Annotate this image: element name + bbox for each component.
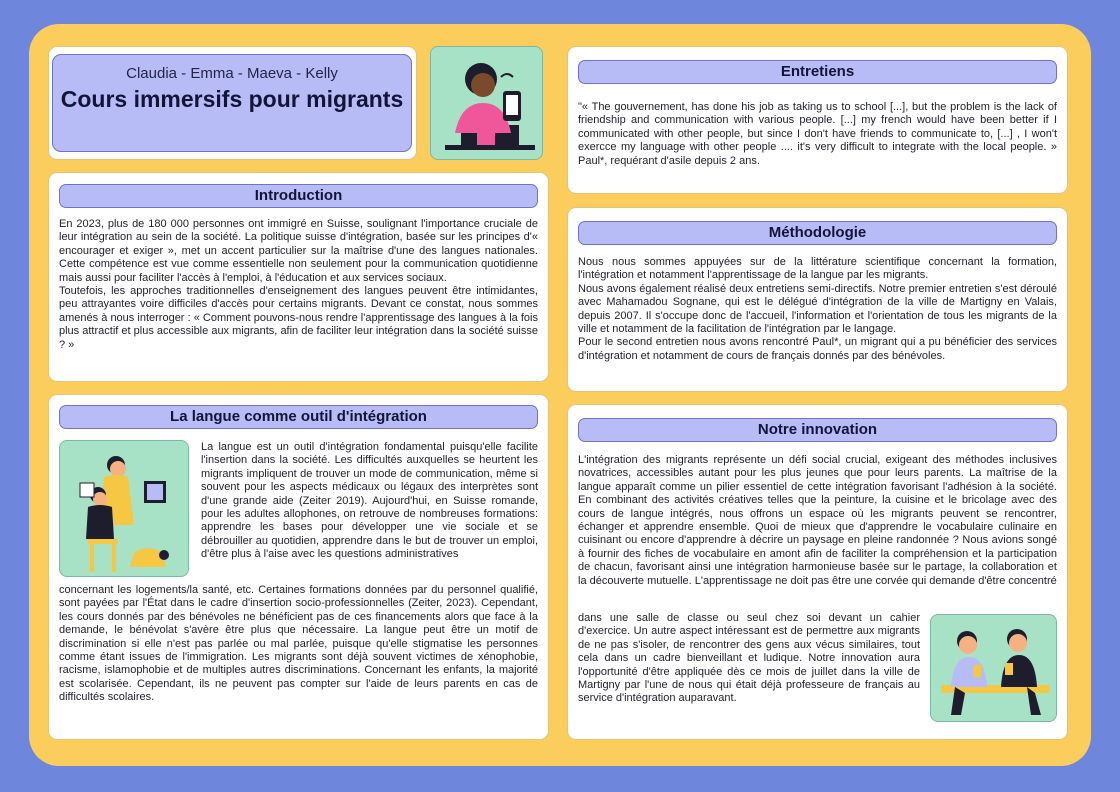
introduction-paragraph: En 2023, plus de 180 000 personnes ont immigré en Suisse, soulignant l'importance cruciale de leur intégration au sein de la société. La politique suisse d'intégration, basée sur les principes d'« encourager et exiger », met un accent particulier sur la maîtrise d'une des langues nationales. Cette compétence est vue comme essentielle non seulement pour la communication quotidienne mais aussi pour faciliter l'accès à l'emploi, à l'éducation et aux services sociaux.: [59, 218, 538, 284]
methodologie-text: [578, 256, 1057, 363]
introduction-paragraph: Toutefois, les approches traditionnelles d'enseignement des langues peuvent être intimidantes, peu attrayantes voire difficiles d'accès pour certains migrants. Devant ce constat, nous sommes amenés à nous interroger : « Comment pouvons-nous rendre l'apprentissage des langues à la fois plus attractif et plus accessible aux migrants, afin de faciliter leur intégration dans la société suisse ? »: [59, 285, 538, 351]
methodologie-paragraph: Nous nous sommes appuyées sur de la littérature scientifique concernant la formation, l'intégration et notamment l'apprentissage de la langue par les migrants.: [578, 256, 1057, 282]
methodologie-heading: Méthodologie: [578, 221, 1057, 245]
innovation-heading: Notre innovation: [578, 418, 1057, 442]
innovation-text-wrap: dans une salle de classe ou seul chez soi devant un cahier d'exercice. Un autre aspect intéressant est de permettre aux migrants de ne pas s'isoler, de rencontrer des gens aux vécus similaires, tout cela dans un cadre bienveillant et ludique. Notre innovation aura l'opportunité d'être appliquée dès ce mois de juillet dans la ville de Martigny par l'une de nous qui était déjà professeure de français au service d'intégration auparavant.: [578, 612, 920, 705]
title-box: [52, 54, 412, 152]
page-title: Cours immersifs pour migrants: [60, 86, 404, 112]
langue-text: concernant les logements/la santé, etc. Certaines formations données par du personnel qualifié, sont payées par l'État dans le cadre d'insertion socio-professionnelles (Zeiter, 2023). Cependant, les cours donnés par des bénévoles ne bénéficient pas de ces financements alors que face à la demande, le bénévolat s'avère être plus que nécessaire. La langue peut être un motif de discrimination si elle n'est pas parlée ou mal parlée, puisque qu'elle stigmatise les personnes comme étant issues de l'immigration. Les migrants sont déjà souvent victimes de xénophobie, racisme, islamophobie et de multiples autres discriminations. Concernant les enfants, la majorité est scolarisée. Cependant, ils ne peuvent pas compter sur l'aide de leurs parents en cas de difficultés scolaires.: [59, 584, 538, 704]
two-people-with-phones-illustration: [930, 614, 1057, 722]
entretiens-heading: Entretiens: [578, 60, 1057, 84]
innovation-text: L'intégration des migrants représente un défi social crucial, exigeant des méthodes inclusives novatrices, accessibles autant pour les plus jeunes que pour leurs parents. La maîtrise de la langue apparaît comme un pilier essentiel de cette intégration favorisant l'adhésion à la société. En combinant des activités créatives telles que la peinture, la cuisine et le bricolage avec des cours de langue intégrés, nous offrons un espace où les migrants peuvent se rencontrer, échanger et apprendre ensemble. Quoi de mieux que d'apprendre le vocabulaire culinaire en cuisinant ou encore d'apprendre à décrire un paysage en pleine randonnée ? Nous avions songé à fournir des fiches de vocabulaire en amont afin de faciliter la compréhension et la participation de chacun, favorisant ainsi une intégration harmonieuse basée sur le partage, la collaboration et la découverte mutuelle. L'apprentissage ne doit pas être une corvée qui demande d'être concentré: [578, 454, 1057, 587]
person-with-phone-illustration: [430, 46, 543, 160]
methodologie-paragraph: Nous avons également réalisé deux entretiens semi-directifs. Notre premier entretien s'est déroulé avec Mahamadou Sognane, qui est le délégué d'intégration de la ville de Martigny en Valais, depuis 2007. Il s'occupe donc de l'accueil, l'information et l'orientation de tous les migrants de la ville et notamment de la facilitation de l'intégration par le langage.: [578, 282, 1057, 336]
introduction-heading: Introduction: [59, 184, 538, 208]
entretiens-quote: "« The gouvernement, has done his job as taking us to school [...], but the problem is the lack of friendship and communication with various people. [...] my french would have been better if I communicated with other people, but since I don't have friends to communicate to, [...] , I won't exercce my language with other people .... it's very difficult to integrate with the local people. » Paul*, requérant d'asile depuis 2 ans.: [578, 101, 1057, 167]
family-cooking-illustration: [59, 440, 189, 577]
authors: Claudia - Emma - Maeva - Kelly: [126, 65, 338, 82]
langue-text-wrap: La langue est un outil d'intégration fondamental puisqu'elle facilite l'insertion dans la société. Les difficultés auxquelles se heurtent les migrants impliquent de trouver un mode de communication, même si souvent pour les aspects médicaux ou légaux des interprètes sont d'une grande aide (Zeiter 2019). Aujourd'hui, en Suisse romande, pour les adultes allophones, on retrouve de nombreuses formations: apprendre les bases pour développer une vie sociale et se débrouiller au quotidien, apprendre dans le but de trouver un emploi, d'être plus à l'aise avec les questions administratives: [201, 441, 538, 561]
introduction-text: [59, 218, 538, 352]
methodologie-paragraph: Pour le second entretien nous avons rencontré Paul*, un migrant qui a pu bénéficier des services d'intégration et notamment de cours de français donnés par des bénévoles.: [578, 336, 1057, 362]
langue-heading: La langue comme outil d'intégration: [59, 405, 538, 429]
